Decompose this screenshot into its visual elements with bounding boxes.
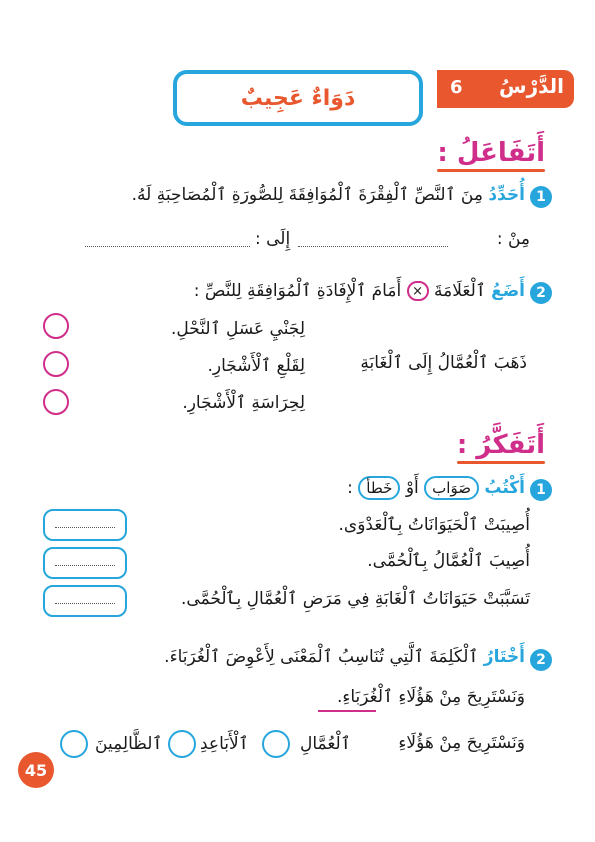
page-number: 45 [18, 752, 54, 788]
lesson-title-box [173, 70, 423, 126]
replacement-sentence: وَنَسْتَرِيحَ مِنْ هَؤُلَاءِ [398, 733, 525, 753]
question-text [164, 646, 525, 667]
question-body: مِنَ ٱلنَّصِّ ٱلْفِقْرَةَ ٱلْمُوَافِقَةَ لِلصُّورَةِ ٱلْمُصَاحِبَةِ لَهُ. [131, 185, 483, 205]
choice-word: ٱلْأَبَاعِدِ [200, 734, 249, 754]
question-verb: أَكْتُبُ [484, 478, 525, 498]
option-checkbox[interactable] [43, 313, 69, 339]
choice-circle[interactable] [168, 730, 196, 758]
question-body-part2: أَمَامَ ٱلْإِفَادَةِ ٱلْمُوَافِقَةِ لِلنَّصِّ : [193, 281, 402, 301]
choice-word: ٱلْعُمَّالِ [300, 734, 351, 754]
question-number: 1 [530, 186, 552, 208]
question-body: ٱلْكَلِمَةَ ٱلَّتِي تُنَاسِبُ ٱلْمَعْنَى لِأَعْوِضَ ٱلْغُرَبَاءَ. [164, 647, 479, 667]
statement: تَسَبَّبَتْ حَيَوَانَاتُ ٱلْغَابَةِ فِي مَرَضِ ٱلْعُمَّالِ بِٱلْحُمَّى. [181, 589, 530, 609]
x-mark-box: × [407, 281, 429, 301]
example-sentence [337, 686, 525, 707]
statement: أُصِيبَتْ ٱلْحَيَوَانَاتُ بِٱلْعَدْوَى. [338, 515, 530, 535]
answer-box[interactable] [43, 547, 127, 579]
choice-word: ٱلظَّالِمِينَ [95, 734, 163, 754]
lesson-tag [437, 70, 574, 108]
question-text [347, 476, 525, 500]
or-word: أَوْ [405, 478, 419, 498]
target-word: ٱلْغُرَبَاءِ. [336, 687, 393, 707]
option-item: لِقَلْعِ ٱلْأَشْجَارِ. [207, 356, 305, 376]
option-item: لِحِرَاسَةِ ٱلْأَشْجَارِ. [182, 393, 305, 413]
lesson-title: دَوَاءٌ عَجِيبٌ [240, 85, 356, 111]
question-number: 2 [530, 282, 552, 304]
option-checkbox[interactable] [43, 351, 69, 377]
to-label: إِلَى : [255, 229, 291, 249]
section-title-think: أَتَفَكَّرُ : [456, 430, 545, 460]
statement-stem: ذَهَبَ ٱلْعُمَّالُ إِلَى ٱلْغَابَةِ [360, 353, 527, 373]
colon: : [347, 478, 353, 498]
question-number: 1 [530, 479, 552, 501]
question-text [194, 280, 525, 301]
question-text [132, 184, 525, 205]
from-answer-line[interactable] [298, 246, 448, 247]
option-checkbox[interactable] [43, 389, 69, 415]
lesson-number: 6 [450, 77, 463, 98]
option-item: لِجَنْيِ عَسَلِ ٱلنَّحْلِ. [171, 319, 305, 339]
sentence-prefix: وَنَسْتَرِيحَ مِنْ هَؤُلَاءِ [398, 687, 525, 707]
to-answer-line[interactable] [85, 246, 250, 247]
question-verb: أَخْتَارُ [483, 647, 525, 667]
section-title-interact: أَتَفَاعَلُ : [437, 138, 545, 168]
question-verb: أَضَعُ [491, 281, 525, 301]
choice-circle[interactable] [262, 730, 290, 758]
wrong-pill: خَطأ [358, 476, 400, 500]
question-verb: أُحَدِّدُ [488, 185, 525, 205]
question-body-part1: ٱلْعَلَامَةَ [434, 281, 486, 301]
correct-pill: صَوَاب [424, 476, 479, 500]
answer-box[interactable] [43, 509, 127, 541]
target-word-underline [318, 710, 376, 712]
question-number: 2 [530, 649, 552, 671]
from-label: مِنْ : [496, 229, 530, 249]
answer-box[interactable] [43, 585, 127, 617]
lesson-word: الدَّرْسُ [498, 74, 564, 98]
choice-circle[interactable] [60, 730, 88, 758]
statement: أُصِيبَ ٱلْعُمَّالُ بِٱلْحُمَّى. [367, 551, 530, 571]
